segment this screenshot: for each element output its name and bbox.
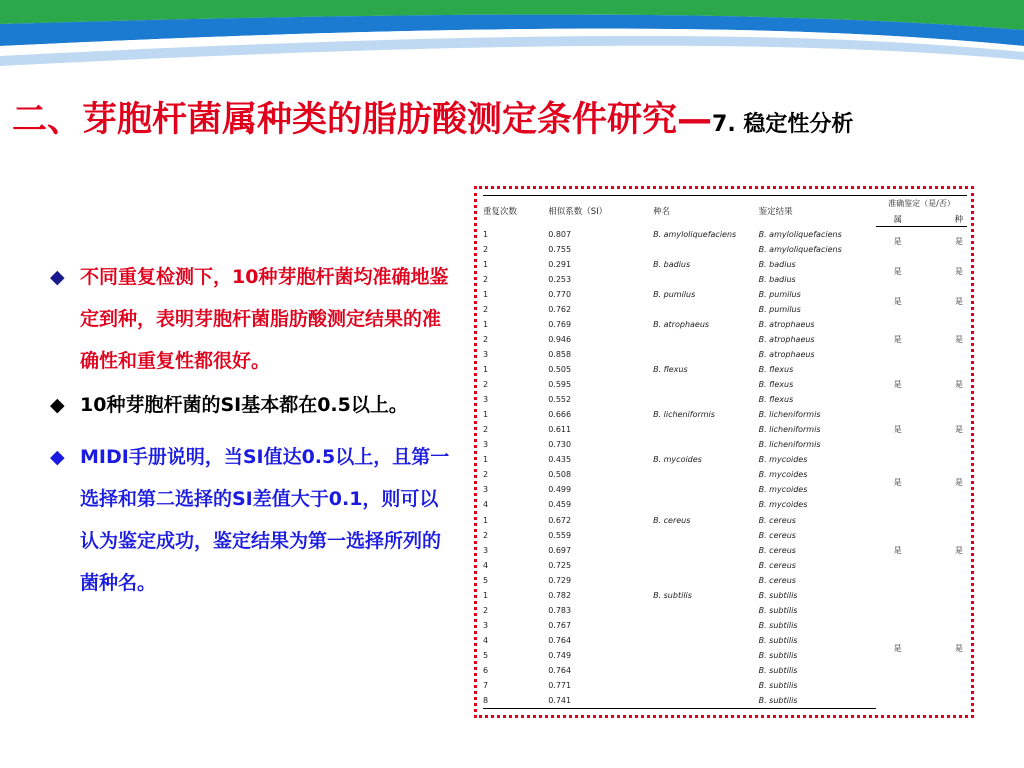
species-cell: B. flexus [653,365,688,375]
rep-cell: 1 [483,289,489,299]
result-cell: B. mycoides [758,500,808,510]
si-cell: 0.435 [548,455,572,465]
species-cell [653,693,759,709]
table-body [483,227,967,709]
rep-cell: 8 [483,693,548,709]
rep-cell: 1 [483,365,489,375]
species-cell: B. licheniformis [653,410,715,420]
table-row [483,257,967,272]
rep-cell: 1 [483,229,489,239]
rep-cell: 2 [483,470,489,480]
rep-cell: 2 [483,380,489,390]
rep-cell: 2 [483,304,489,314]
result-cell: B. mycoides [758,455,808,465]
result-cell: B. subtilis [758,665,798,675]
result-cell: B. amyloliquefaciens [758,244,842,254]
genus-accuracy-cell: 是 [893,237,902,247]
si-cell: 0.508 [548,470,572,480]
si-cell: 0.666 [548,410,572,420]
si-cell: 0.764 [548,665,572,675]
species-cell [653,272,759,287]
si-cell: 0.858 [548,349,572,359]
bullet-text-1: 不同重复检测下，10种芽胞杆菌均准确地鉴定到种，表明芽胞杆菌脂肪酸测定结果的准确性和重复性都很好。 [80,266,449,372]
si-cell: 0.741 [548,693,653,709]
stability-table [483,195,967,709]
species-accuracy-cell: 是 [955,545,963,555]
header-genus: 属 [876,211,920,227]
rep-cell: 1 [483,319,489,329]
species-accuracy-cell: 是 [955,643,963,653]
species-cell [653,528,759,543]
result-cell: B. cereus [758,560,796,570]
species-cell [653,648,759,663]
rep-cell: 3 [483,485,489,495]
header-rep: 重复次数 [483,207,518,218]
result-cell: B. subtilis [758,650,798,660]
rep-cell: 3 [483,545,489,555]
table-row [483,227,967,242]
species-accuracy-cell: 是 [955,237,963,247]
bullet-text-3: MIDI手册说明，当SI值达0.5以上，且第一选择和第二选择的SI差值大于0.1，则可以认为鉴定成功，鉴定结果为第一选择所列的菌种名。 [80,446,450,594]
species-cell [653,543,759,558]
si-cell: 0.505 [548,365,572,375]
species-accuracy-cell: 是 [955,334,963,344]
diamond-bullet-icon: ◆ [50,394,65,416]
species-cell [653,347,759,362]
result-cell: B. flexus [758,395,794,405]
genus-accuracy-cell: 是 [893,545,902,555]
si-cell: 0.762 [548,304,572,314]
rep-cell: 2 [483,274,489,284]
rep-cell: 4 [483,500,489,510]
si-cell: 0.770 [548,289,572,299]
species-cell [653,633,759,648]
rep-cell: 1 [483,259,489,269]
rep-cell: 3 [483,620,489,630]
table-row [483,588,967,603]
species-cell [653,573,759,588]
si-cell: 0.782 [548,590,572,600]
species-cell [653,392,759,407]
si-cell: 0.769 [548,319,572,329]
title-main: 二、芽胞杆菌属种类的脂肪酸测定条件研究— [12,100,713,140]
species-cell [653,467,759,482]
result-cell: B. flexus [758,365,794,375]
rep-cell: 2 [483,605,489,615]
rep-cell: 1 [483,455,489,465]
si-cell: 0.764 [548,635,572,645]
result-cell: B. subtilis [758,681,798,691]
table-row [483,287,967,302]
rep-cell: 3 [483,349,489,359]
header-accuracy: 准确鉴定（是/否） [888,199,955,209]
si-cell: 0.755 [548,244,572,254]
species-cell [653,482,759,497]
si-cell: 0.730 [548,440,572,450]
result-cell: B. cereus [758,545,796,555]
species-accuracy-cell: 是 [955,425,963,435]
genus-accuracy-cell: 是 [893,425,902,435]
result-cell: B. atrophaeus [758,334,815,344]
si-cell: 0.291 [548,259,572,269]
species-accuracy-cell: 是 [955,267,963,277]
result-cell: B. pumilus [758,289,801,299]
si-cell: 0.611 [548,425,572,435]
table-row [483,512,967,527]
species-accuracy-cell: 是 [955,380,963,390]
si-cell: 0.725 [548,560,572,570]
species-cell [653,618,759,633]
species-cell: B. subtilis [653,590,692,600]
result-cell: B. mycoides [758,485,808,495]
si-cell: 0.771 [548,681,572,691]
si-cell: 0.946 [548,334,572,344]
species-cell [653,663,759,678]
header-band [0,0,1024,70]
bullet-item-3 [50,436,450,604]
species-cell [653,242,759,257]
rep-cell: 4 [483,560,489,570]
bullet-list [50,256,450,604]
result-cell: B. subtilis [758,635,798,645]
table-row [483,452,967,467]
rep-cell: 7 [483,681,489,691]
species-cell [653,422,759,437]
result-cell: B. mycoides [758,470,808,480]
rep-cell: 2 [483,425,489,435]
species-cell [653,603,759,618]
species-cell: B. cereus [653,515,691,525]
result-cell: B. subtilis [759,693,876,709]
rep-cell: 2 [483,334,489,344]
species-cell [653,302,759,317]
bullet-text-2: 10种芽胞杆菌的SI基本都在0.5以上。 [80,394,408,416]
result-cell: B. pumilus [758,304,801,314]
species-accuracy-cell: 是 [955,297,963,307]
si-cell: 0.595 [548,380,572,390]
genus-accuracy-cell: 是 [893,380,902,390]
rep-cell: 1 [483,410,489,420]
rep-cell: 6 [483,665,489,675]
result-cell: B. badius [758,259,796,269]
result-cell: B. subtilis [758,590,798,600]
rep-cell: 2 [483,244,489,254]
species-cell [653,377,759,392]
stability-table-frame [474,186,974,718]
si-cell: 0.767 [548,620,572,630]
table-row [483,362,967,377]
header-species-col: 种 [919,211,967,227]
species-cell: B. mycoides [653,455,702,465]
bullet-item-2 [50,384,450,426]
diamond-bullet-icon: ◆ [50,446,65,468]
species-cell [653,497,759,512]
genus-accuracy-cell: 是 [893,334,902,344]
result-cell: B. subtilis [758,605,798,615]
si-cell: 0.559 [548,530,572,540]
header-si: 相似系数（SI） [548,207,608,218]
result-cell: B. subtilis [758,620,798,630]
result-cell: B. cereus [758,530,796,540]
rep-cell: 1 [483,590,489,600]
result-cell: B. licheniformis [758,425,821,435]
rep-cell: 1 [483,515,489,525]
genus-accuracy-cell: 是 [893,297,902,307]
species-cell: B. amyloliquefaciens [653,229,737,239]
title-sub: 7. 稳定性分析 [712,112,854,137]
genus-accuracy-cell: 是 [893,477,902,487]
si-cell: 0.499 [548,485,572,495]
si-cell: 0.552 [548,395,572,405]
result-cell: B. cereus [758,575,796,585]
species-accuracy-cell: 是 [955,477,963,487]
result-cell: B. flexus [758,380,794,390]
result-cell: B. cereus [758,515,796,525]
diamond-bullet-icon: ◆ [50,266,65,288]
si-cell: 0.749 [548,650,572,660]
rep-cell: 2 [483,530,489,540]
result-cell: B. amyloliquefaciens [758,229,842,239]
genus-accuracy-cell: 是 [893,267,902,277]
result-cell: B. atrophaeus [758,319,815,329]
header-result: 鉴定结果 [758,207,793,218]
genus-accuracy-cell: 是 [893,643,902,653]
table-row [483,317,967,332]
rep-cell: 3 [483,395,489,405]
species-cell: B. atrophaeus [653,319,710,329]
si-cell: 0.783 [548,605,572,615]
species-cell [653,678,759,693]
rep-cell: 3 [483,440,489,450]
si-cell: 0.672 [548,515,572,525]
table-row [483,407,967,422]
si-cell: 0.459 [548,500,572,510]
result-cell: B. badius [758,274,796,284]
slide-title [12,92,1012,142]
result-cell: B. licheniformis [758,410,821,420]
header-species: 种名 [653,207,671,218]
result-cell: B. atrophaeus [758,349,815,359]
species-cell: B. pumilus [653,289,696,299]
bullet-item-1 [50,256,450,382]
rep-cell: 5 [483,575,489,585]
species-cell [653,558,759,573]
si-cell: 0.807 [548,229,572,239]
species-cell: B. badius [653,259,691,269]
rep-cell: 4 [483,635,489,645]
result-cell: B. licheniformis [758,440,821,450]
species-cell [653,332,759,347]
si-cell: 0.729 [548,575,572,585]
si-cell: 0.253 [548,274,572,284]
rep-cell: 5 [483,650,489,660]
species-cell [653,437,759,452]
si-cell: 0.697 [548,545,572,555]
